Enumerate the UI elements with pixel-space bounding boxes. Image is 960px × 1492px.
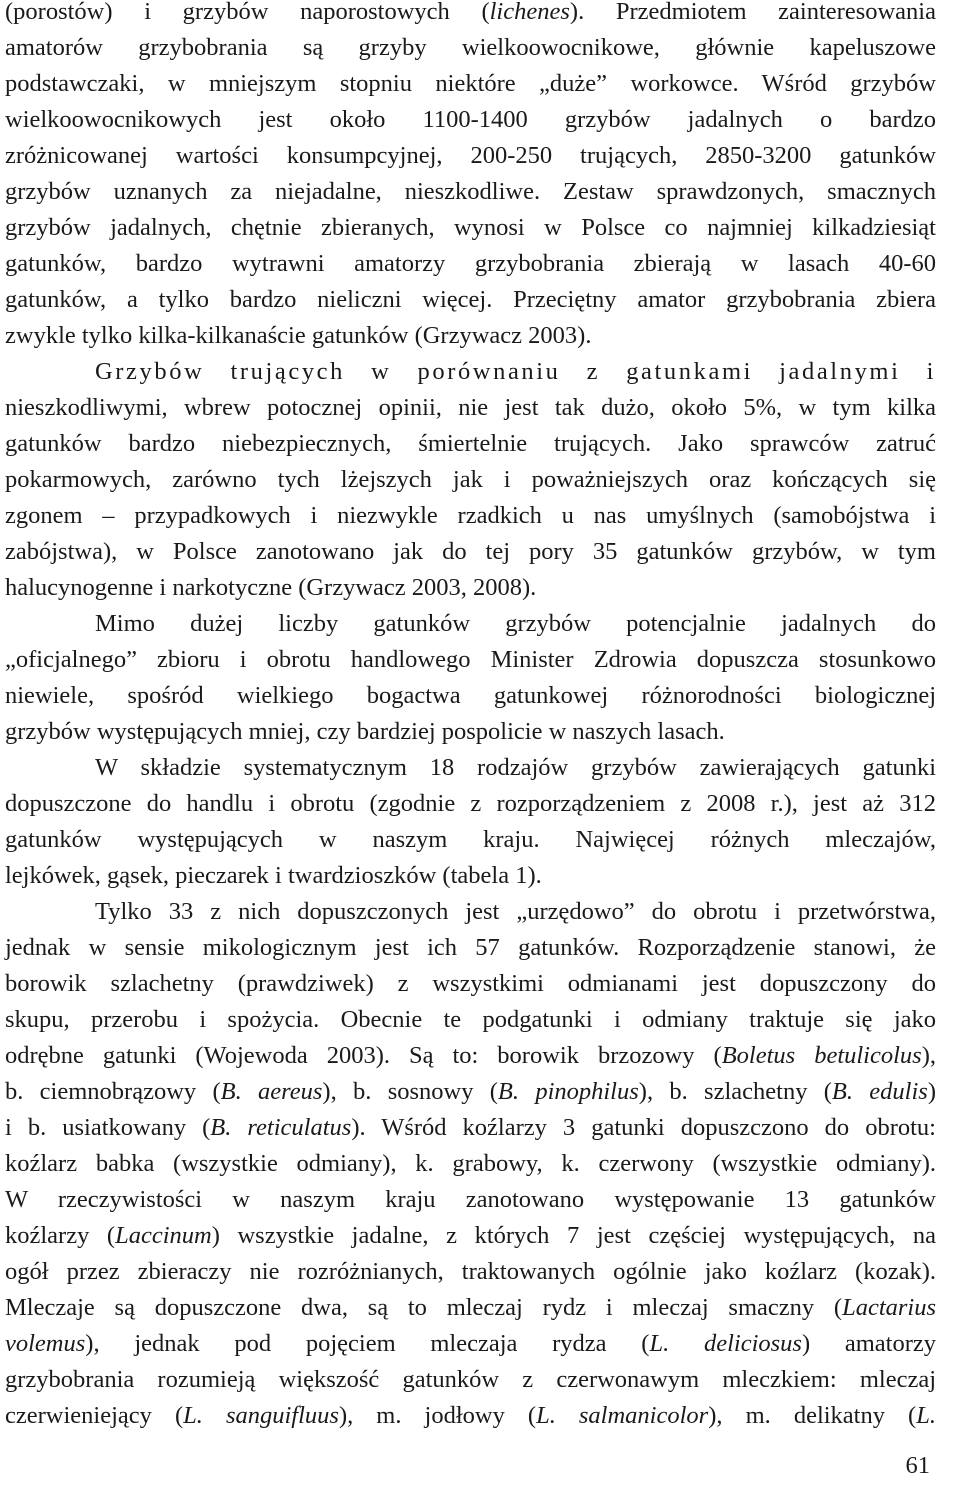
taxon-name: B. pinophilus — [497, 1078, 639, 1105]
text-line: W rzeczywistości w naszym kraju zanotowano występowanie 13 gatunków — [5, 1186, 936, 1213]
text-line: gatunków bardzo niebezpiecznych, śmiertelnie trujących. Jako sprawców zatruć — [5, 430, 936, 457]
text-line: „oficjalnego” zbioru i obrotu handlowego Minister Zdrowia dopuszcza stosunkowo — [5, 646, 936, 673]
text-line: (porostów) i grzybów naporostowych (lichenes). Przedmiotem zainteresowania — [5, 0, 936, 25]
taxon-name: L. deliciosus — [649, 1330, 802, 1357]
text-line: ogół przez zbieraczy nie rozróżnianych, traktowanych ogólnie jako koźlarz (kozak). — [5, 1258, 936, 1285]
text-line: pokarmowych, zarówno tych lżejszych jak i poważniejszych oraz kończących się — [5, 466, 936, 493]
text-line: koźlarz babka (wszystkie odmiany), k. grabowy, k. czerwony (wszystkie odmiany). — [5, 1150, 936, 1177]
taxon-name: Laccinum — [115, 1222, 212, 1249]
text-line-with-italics: i b. usiatkowany (B. reticulatus). Wśród koźlarzy 3 gatunki dopuszczono do obrotu: — [5, 1114, 936, 1141]
text-line: dopuszczone do handlu i obrotu (zgodnie z rozporządzeniem z 2008 r.), jest aż 312 — [5, 790, 936, 817]
taxon-name: lichenes — [489, 0, 570, 25]
text-line-with-italics: b. ciemnobrązowy (B. aereus), b. sosnowy (B. pinophilus), b. szlachetny (B. edulis) — [5, 1078, 936, 1105]
page-number: 61 — [905, 1452, 930, 1479]
paragraph-first-line: W składzie systematycznym 18 rodzajów grzybów zawierających gatunki — [95, 754, 936, 781]
taxon-name: volemus — [5, 1330, 86, 1357]
paragraph-first-line: Mimo dużej liczby gatunków grzybów potencjalnie jadalnych do — [95, 610, 936, 637]
text-line: gatunków występujących w naszym kraju. Najwięcej różnych mleczajów, — [5, 826, 936, 853]
text-line: wielkoowocnikowych jest około 1100-1400 grzybów jadalnych o bardzo — [5, 106, 936, 133]
text-line: lejkówek, gąsek, pieczarek i twardzioszków (tabela 1). — [5, 862, 542, 889]
text-line-with-italics: czerwieniejący (L. sanguifluus), m. jodłowy (L. salmanicolor), m. delikatny (L. — [5, 1402, 936, 1429]
taxon-name: L. — [916, 1402, 936, 1429]
text-line: zróżnicowanej wartości konsumpcyjnej, 200-250 trujących, 2850-3200 gatunków — [5, 142, 936, 169]
text-line-with-italics: odrębne gatunki (Wojewoda 2003). Są to: borowik brzozowy (Boletus betulicolus), — [5, 1042, 937, 1069]
paragraph-first-line: Tylko 33 z nich dopuszczonych jest „urzędowo” do obrotu i przetwórstwa, — [95, 898, 936, 925]
text-line: grzybów jadalnych, chętnie zbieranych, wynosi w Polsce co najmniej kilkadziesiąt — [5, 214, 936, 241]
taxon-name: Boletus betulicolus — [721, 1042, 922, 1069]
text-line: halucynogenne i narkotyczne (Grzywacz 2003, 2008). — [5, 574, 537, 601]
text-line: amatorów grzybobrania są grzyby wielkoowocnikowe, głównie kapeluszowe — [5, 34, 936, 61]
taxon-name: L. sanguifluus — [183, 1402, 339, 1429]
text-line: nieszkodliwymi, wbrew potocznej opinii, nie jest tak dużo, około 5%, w tym kilka — [5, 394, 936, 421]
text-line-with-italics: volemus), jednak pod pojęciem mleczaja rydza (L. deliciosus) amatorzy — [5, 1330, 936, 1357]
text-line: borowik szlachetny (prawdziwek) z wszystkimi odmianami jest dopuszczony do — [5, 970, 936, 997]
taxon-name: B. edulis — [831, 1078, 928, 1105]
text-line: jednak w sensie mikologicznym jest ich 57 gatunków. Rozporządzenie stanowi, że — [5, 934, 936, 961]
text-line: podstawczaki, w mniejszym stopniu niektóre „duże” workowce. Wśród grzybów — [5, 70, 936, 97]
text-line: gatunków, a tylko bardzo nieliczni więcej. Przeciętny amator grzybobrania zbiera — [5, 286, 936, 313]
text-line: grzybów uznanych za niejadalne, nieszkodliwe. Zestaw sprawdzonych, smacznych — [5, 178, 936, 205]
taxon-name: Lactarius — [842, 1294, 936, 1321]
text-line: zgonem – przypadkowych i niezwykle rzadkich u nas umyślnych (samobójstwa i — [5, 502, 936, 529]
text-line-with-italics: Mleczaje są dopuszczone dwa, są to mleczaj rydz i mleczaj smaczny (Lactarius — [5, 1294, 936, 1321]
text-line-with-italics: koźlarzy (Laccinum) wszystkie jadalne, z których 7 jest częściej występujących, na — [5, 1222, 936, 1249]
text-line: zabójstwa), w Polsce zanotowano jak do tej pory 35 gatunków grzybów, w tym — [5, 538, 936, 565]
text-line: niewiele, spośród wielkiego bogactwa gatunkowej różnorodności biologicznej — [5, 682, 936, 709]
taxon-name: L. salmanicolor — [536, 1402, 709, 1429]
text-line: grzybobrania rozumieją większość gatunków z czerwonawym mleczkiem: mleczaj — [5, 1366, 936, 1393]
text-line: gatunków, bardzo wytrawni amatorzy grzybobrania zbierają w lasach 40-60 — [5, 250, 936, 277]
paragraph-first-line: Grzybów trujących w porównaniu z gatunkami jadalnymi i — [95, 358, 936, 385]
text-line: grzybów występujących mniej, czy bardziej pospolicie w naszych lasach. — [5, 718, 725, 745]
taxon-name: B. aereus — [220, 1078, 323, 1105]
taxon-name: B. reticulatus — [210, 1114, 352, 1141]
text-line: skupu, przerobu i spożycia. Obecnie te podgatunki i odmiany traktuje się jako — [5, 1006, 936, 1033]
text-line: zwykle tylko kilka-kilkanaście gatunków (Grzywacz 2003). — [5, 322, 592, 349]
